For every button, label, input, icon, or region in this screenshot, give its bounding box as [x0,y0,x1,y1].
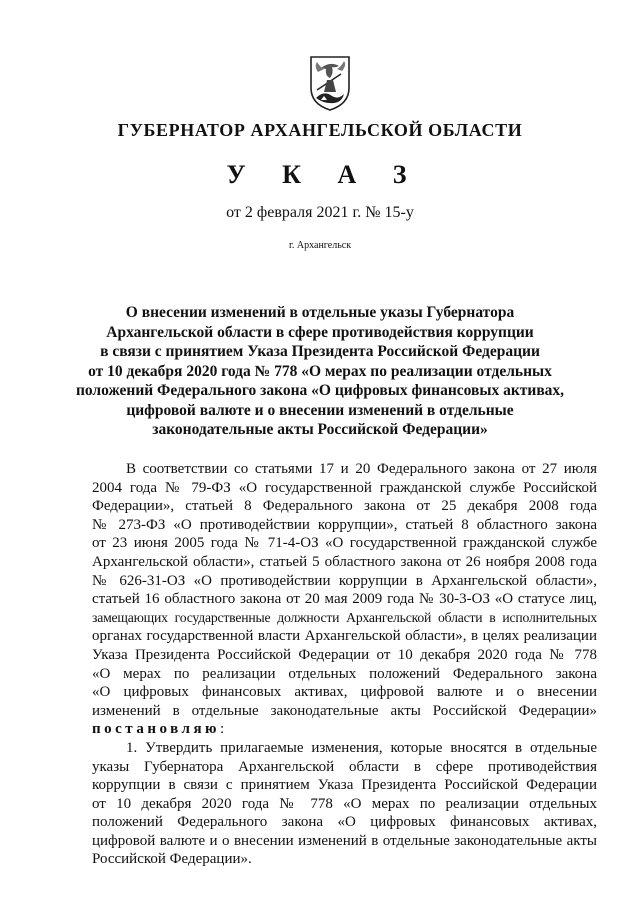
body-line: Архангельской области», статьей 5 областного закона от 26 ноября 2008 года [92,553,597,570]
body-line: от 23 июня 2005 года № 71-4-ОЗ «О государственной гражданской службе [92,535,597,552]
body-line: цифровой валюте и о внесении изменений в отдельные законодательные акты [92,832,597,849]
resolution-line [92,720,597,739]
title-line: О внесении изменений в отдельные указы Губернатора [125,304,515,321]
title-line: цифровой валюте и о внесении изменений в отдельные [126,401,514,419]
date-number: от 2 февраля 2021 г. № 15-у [226,204,414,221]
body-line: 2004 года № 79-ФЗ «О государственной гражданской службе Российской [92,479,597,496]
body-line: Российской Федерации». [92,851,252,868]
body-line: статьей 16 областного закона от 20 мая 2009 года № 30-3-ОЗ «О статусе лиц, [92,591,597,608]
decree-body [92,460,597,869]
body-line: В соответствии со статьями 17 и 20 Федерального закона от 27 июля [126,461,597,477]
body-line: «О мерах по реализации отдельных положений Федерального закона [92,665,597,682]
body-line: коррупции в связи с принятием Указа Президента Российской Федерации [92,777,597,794]
body-line: положений Федерального закона «О цифровых финансовых активах, [92,814,597,831]
body-line: органах государственной власти Архангельской области», в целях реализации [92,628,597,645]
authority-heading: ГУБЕРНАТОР АРХАНГЕЛЬСКОЙ ОБЛАСТИ [117,120,523,140]
body-line: № 273-ФЗ «О противодействии коррупции», статьей 8 областного закона [92,516,597,533]
body-line: замещающих государственные должности Архангельской области в исполнительных [92,609,597,625]
title-line: от 10 декабря 2020 года № 778 «О мерах по реализации отдельных [88,362,552,380]
coat-of-arms-icon [308,54,352,112]
title-line: в связи с принятием Указа Президента Российской Федерации [100,343,540,360]
body-line: «О цифровых финансовых активах, цифровой валюте и о внесении [92,684,597,701]
document-type: У К А З [226,160,422,189]
body-line: 1. Утвердить прилагаемые изменения, которые вносятся в отдельные [126,739,597,756]
body-line: изменений в отдельные законодательные акты Российской Федерации» [92,702,597,719]
title-line: законодательные акты Российской Федерации» [152,421,488,438]
resolution-colon: : [220,721,225,738]
body-line: Федерации», статьей 8 Федерального закона от 25 декабря 2008 года [92,498,597,515]
body-line: от 10 декабря 2020 года № 778 «О мерах по реализации отдельных [92,795,597,812]
body-line: указы Губернатора Архангельской области в сфере противодействия [92,758,597,775]
resolution-word: постановляю [92,721,221,738]
city-name: г. Архангельск [288,240,352,251]
title-line: положений Федерального закона «О цифровых финансовых активах, [75,382,565,399]
body-line: Указа Президента Российской Федерации от 10 декабря 2020 года № 778 [92,646,597,663]
body-line: № 626-31-ОЗ «О противодействии коррупции в Архангельской области», [92,572,597,589]
decree-title [70,303,570,440]
title-line: Архангельской области в сфере противодействия коррупции [106,323,534,341]
